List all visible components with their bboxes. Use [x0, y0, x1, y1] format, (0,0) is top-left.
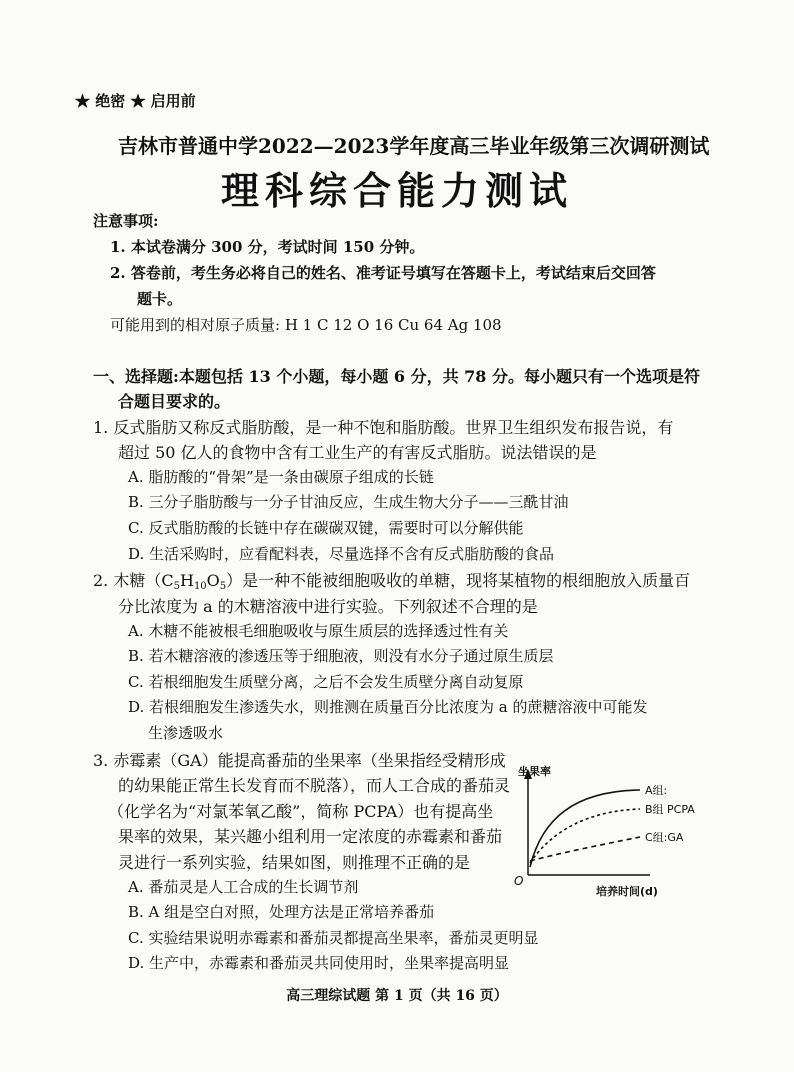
q2-option-a: A. 木糖不能被根毛细胞吸收与原生质层的选择透过性有关: [128, 622, 509, 640]
x-axis-label: 培养时间(d): [596, 885, 658, 898]
notes-item-2-cont: 题卡。: [137, 290, 183, 308]
notes-heading: 注意事项:: [93, 212, 159, 230]
q2-mid-2: O: [206, 571, 220, 590]
q1-stem-cont: 超过 50 亿人的食物中含有工业生产的有害反式脂肪。说法错误的是: [118, 443, 597, 462]
q2-sub-2: 10: [193, 581, 207, 592]
q1-option-a: A. 脂肪酸的“骨架”是一条由碳原子组成的长链: [128, 468, 434, 486]
q2-stem: [93, 568, 690, 592]
q3-option-a: A. 番茄灵是人工合成的生长调节剂: [128, 878, 359, 896]
q2-option-d: D. 若根细胞发生渗透失水，则推测在质量百分比浓度为 a 的蔗糖溶液中可能发: [128, 698, 648, 716]
q3-stem-3: （化学名为“对氯苯氧乙酸”，简称 PCPA）也有提高坐: [108, 802, 494, 821]
q3-stem: 3. 赤霉素（GA）能提高番茄的坐果率（坐果指经受精形成: [93, 751, 506, 770]
q3-stem-2: 的幼果能正常生长发育而不脱落），而人工合成的番茄灵: [118, 776, 511, 795]
q2-sub-3: 5: [219, 581, 227, 592]
q2-suffix: ）是一种不能被细胞吸收的单糖，现将某植物的根细胞放入质量百: [226, 571, 691, 590]
q1-option-d: D. 生活采购时，应看配料表，尽量选择不含有反式脂肪酸的食品: [128, 545, 555, 563]
page-footer: 高三理综试题 第 1 页（共 16 页）: [286, 988, 508, 1004]
atomic-masses: 可能用到的相对原子质量: H 1 C 12 O 16 Cu 64 Ag 108: [110, 316, 502, 334]
q3-option-d: D. 生产中，赤霉素和番茄灵共同使用时，坐果率提高明显: [128, 954, 510, 972]
q3-option-b: B. A 组是空白对照，处理方法是正常培养番茄: [128, 903, 435, 921]
q2-option-d-cont: 生渗透吸水: [148, 724, 224, 742]
q2-option-b: B. 若木糖溶液的渗透压等于细胞液，则没有水分子通过原生质层: [128, 647, 554, 665]
exam-subtitle: 吉林市普通中学2022—2023学年度高三毕业年级第三次调研测试: [118, 134, 710, 158]
section-heading: 一、选择题:本题包括 13 个小题，每小题 6 分，共 78 分。每小题只有一个选项是符: [93, 367, 700, 386]
origin-label: O: [514, 874, 524, 888]
q3-stem-5: 灵进行一系列实验，结果如图，则推理不正确的是: [118, 853, 471, 872]
q2-sub-1: 5: [173, 581, 180, 592]
q3-option-c: C. 实验结果说明赤霉素和番茄灵都提高坐果率，番茄灵更明显: [128, 929, 539, 947]
series-c-label: C组:GA: [645, 831, 684, 844]
notes-item-1: 1. 本试卷满分 300 分，考试时间 150 分钟。: [110, 238, 425, 256]
series-b-line: [530, 809, 640, 863]
q2-mid-1: H: [179, 571, 194, 590]
q1-stem: 1. 反式脂肪又称反式脂肪酸，是一种不饱和脂肪酸。世界卫生组织发布报告说，有: [93, 418, 674, 437]
notes-item-2: 2. 答卷前，考生务必将自己的姓名、准考证号填写在答题卡上，考试结束后交回答: [110, 264, 656, 282]
q2-prefix: 2. 木糖（C: [93, 571, 174, 590]
q2-option-c: C. 若根细胞发生质壁分离，之后不会发生质壁分离自动复原: [128, 673, 524, 691]
series-c-line: [530, 837, 640, 861]
q1-option-c: C. 反式脂肪酸的长链中存在碳碳双键，需要时可以分解供能: [128, 519, 524, 537]
q3-stem-4: 果率的效果，某兴趣小组利用一定浓度的赤霉素和番茄: [118, 827, 503, 846]
series-a-label: A组:: [645, 784, 668, 797]
section-heading-cont: 合题目要求的。: [118, 392, 231, 411]
y-axis-label: 坐果率: [518, 765, 551, 778]
series-a-line: [530, 790, 640, 867]
fruit-set-rate-chart: [500, 763, 710, 903]
page-title: 理科综合能力测试: [220, 168, 573, 213]
confidential-header: ★ 绝密 ★ 启用前: [75, 92, 196, 110]
q2-stem-cont: 分比浓度为 a 的木糖溶液中进行实验。下列叙述不合理的是: [118, 597, 538, 616]
series-b-label: B组 PCPA: [645, 803, 695, 816]
q1-option-b: B. 三分子脂肪酸与一分子甘油反应，生成生物大分子——三酰甘油: [128, 493, 569, 511]
